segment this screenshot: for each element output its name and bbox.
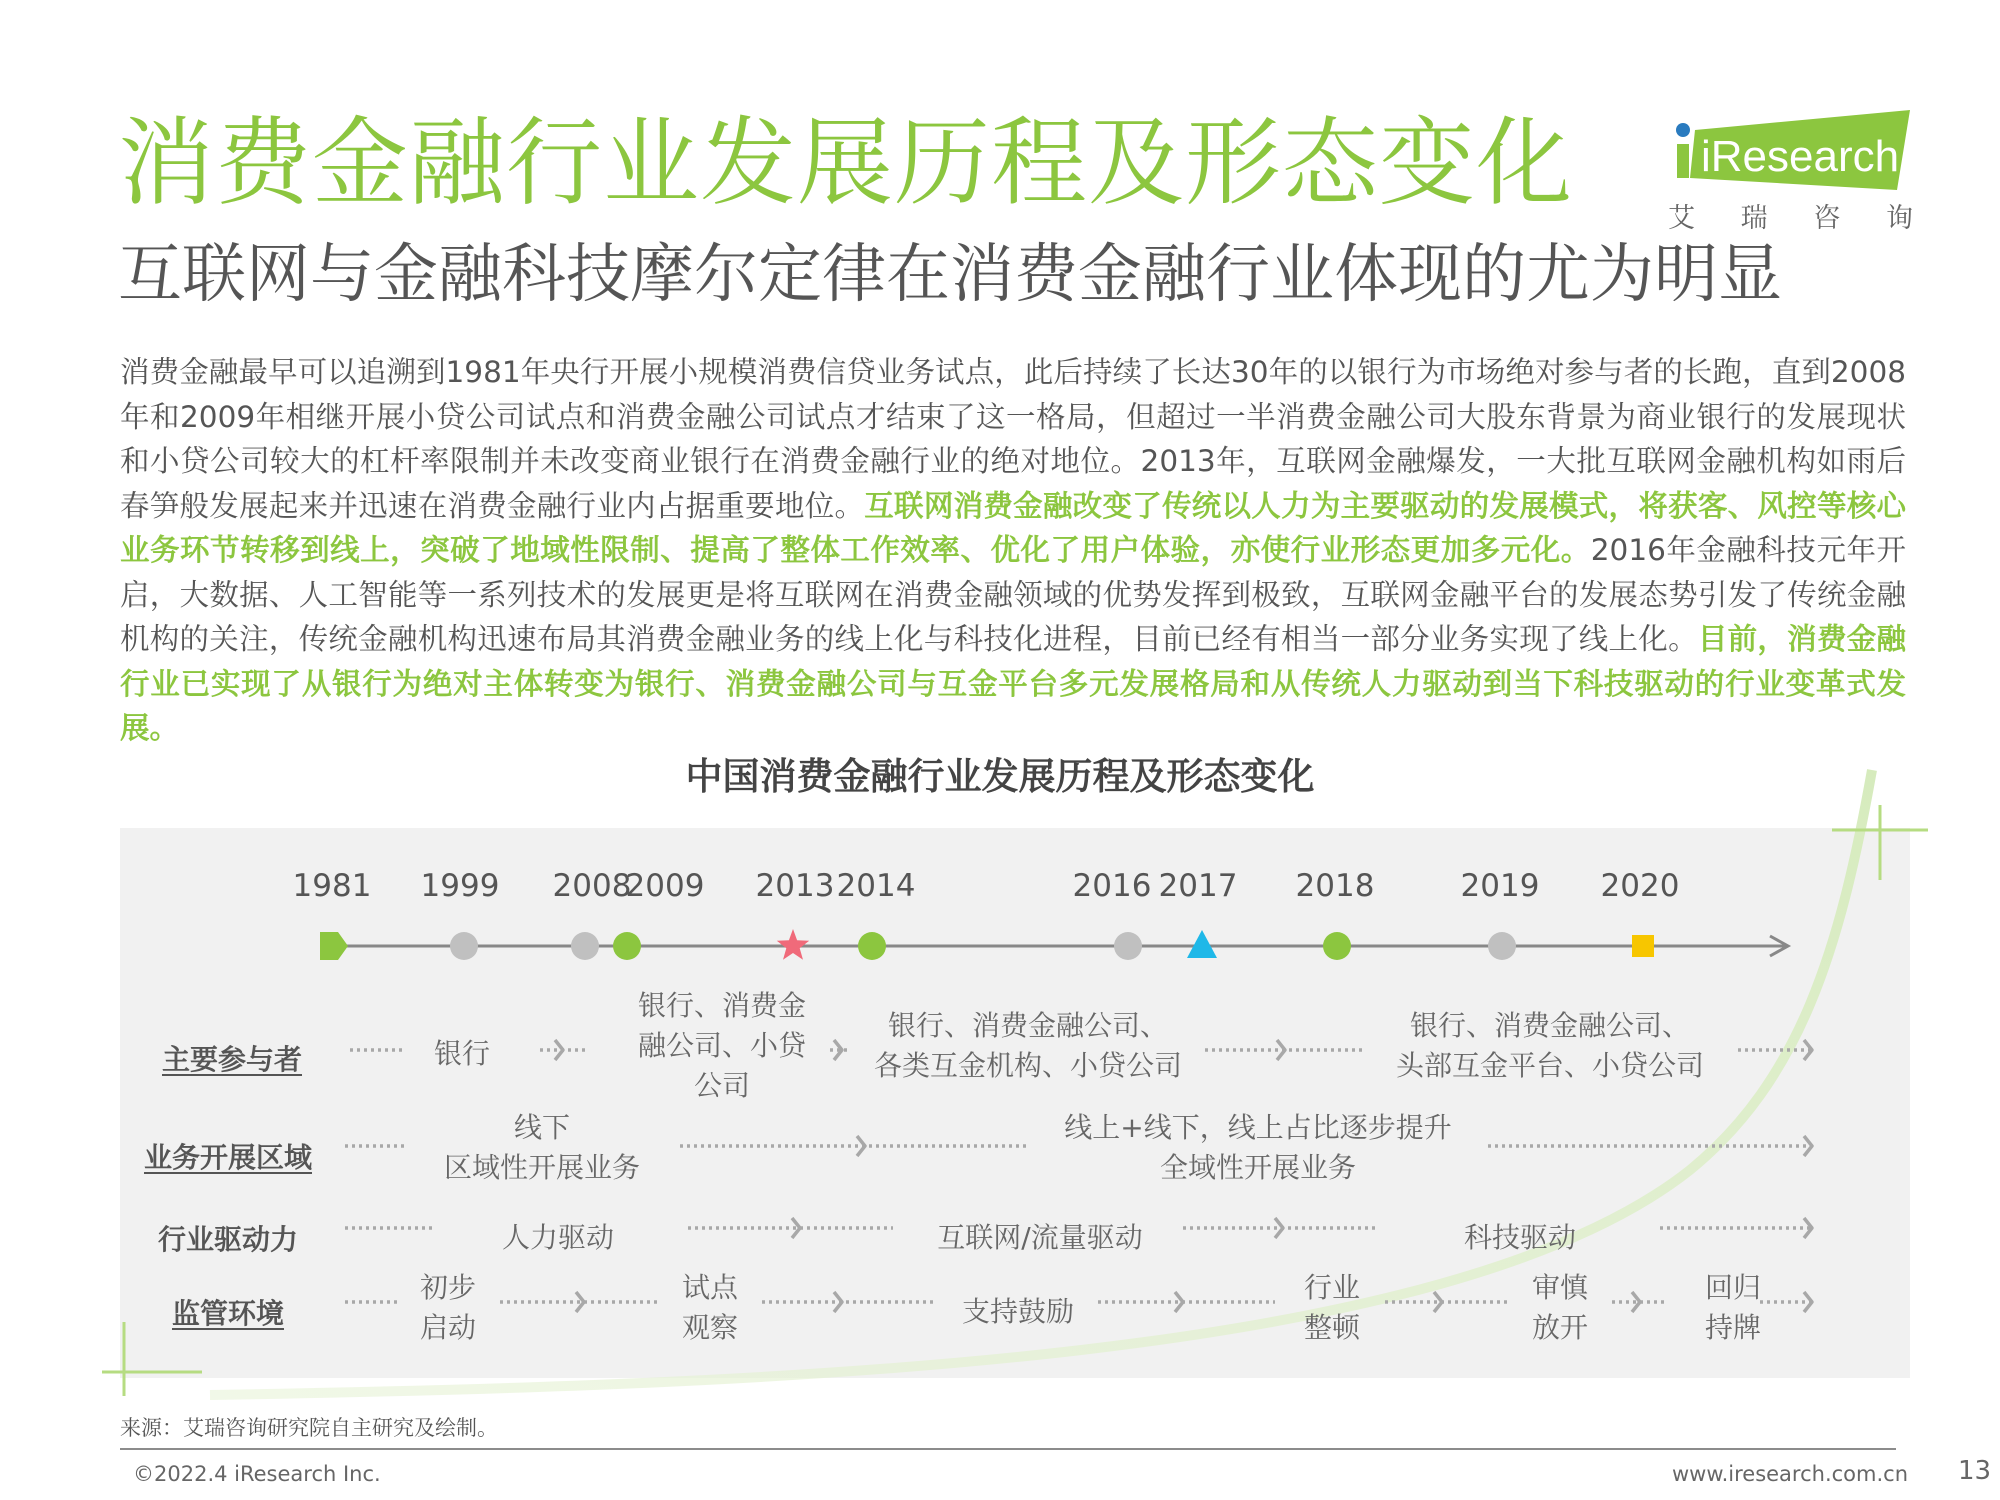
logo-char: 咨 [1813, 203, 1841, 234]
row-label-regulation: 监管环境 [171, 1297, 285, 1330]
driver-cell-1: 人力驱动 [501, 1221, 615, 1254]
flow-chevron-icon [1804, 1292, 1812, 1312]
marker-2009 [613, 932, 641, 960]
year-label: 2018 [1295, 868, 1375, 904]
region-cell-2 [1064, 1108, 1451, 1188]
cell-line: 初步 [419, 1271, 477, 1304]
marker-1981 [320, 932, 348, 960]
marker-2018 [1323, 932, 1351, 960]
chart-title: 中国消费金融行业发展历程及形态变化 [685, 755, 1315, 798]
regulation-cell-1 [420, 1268, 476, 1348]
driver-cell-2: 互联网/流量驱动 [937, 1221, 1143, 1254]
cell-line: 线上+线下，线上占比逐步提升 [1064, 1111, 1452, 1144]
logo-char: 艾 [1668, 203, 1695, 234]
regulation-cell-5 [1532, 1268, 1588, 1348]
cell-line: 融公司、小贷 [637, 1029, 807, 1062]
row-label-region: 业务开展区域 [143, 1141, 313, 1174]
logo-char: 瑞 [1740, 203, 1768, 234]
logo-text: iResearch [1701, 132, 1900, 181]
body-text-1: 消费金融最早可以追溯到1981年央行开展小规模消费信贷业务试点，此后持续了长达30年的以银行为市场绝对参与者的长跑，直到2008年和2009年相继开展小贷公司试点和消费金融公司试点才结束了这一格局，但超过一半消费金融公司大股东背景为商业银行的发展现状和小贷公司较大的杠杆率限制并未改变商业银行在消费金融行业的绝对地位。2013年，互联网金融爆发，一大批互联网金融机构如雨后春笋般发展起来并迅速在消费金融行业内占据重要地位。 [120, 355, 1906, 523]
cell-line: 线下 [513, 1111, 571, 1144]
year-label: 2016 [1072, 868, 1152, 904]
participants-cell-1: 银行 [433, 1037, 491, 1070]
cell-line: 区域性开展业务 [443, 1151, 641, 1184]
marker-2013-star [777, 929, 809, 960]
body-highlight-1: 互联网消费金融改变了传统以人力为主要驱动的发展模式，将获客、风控等核心业务环节转移到线上，突破了地域性限制、提高了整体工作效率、优化了用户体验，亦使行业形态更加多元化。 [120, 488, 1906, 567]
marker-2014 [858, 932, 886, 960]
cell-line: 持牌 [1704, 1311, 1762, 1344]
year-label: 1999 [420, 868, 500, 904]
participants-cell-2 [638, 986, 806, 1106]
footer-divider [120, 1448, 1896, 1450]
body-highlight-2: 目前，消费金融行业已实现了从银行为绝对主体转变为银行、消费金融公司与互金平台多元发展格局和从传统人力驱动到当下科技驱动的行业变革式发展。 [120, 622, 1906, 745]
website-link[interactable]: www.iresearch.com.cn [1672, 1462, 1909, 1486]
year-label: 2019 [1460, 868, 1540, 904]
cell-line: 各类互金机构、小贷公司 [873, 1049, 1183, 1082]
page-title: 消费金融行业发展历程及形态变化 [118, 107, 1573, 219]
cell-line: 全域性开展业务 [1159, 1151, 1356, 1184]
cell-line: 试点 [681, 1271, 739, 1304]
year-label: 2009 [625, 868, 705, 904]
cell-line: 头部互金平台、小贷公司 [1395, 1049, 1705, 1082]
participants-cell-4 [1396, 1006, 1704, 1086]
year-label: 1981 [292, 868, 372, 904]
body-text-2: 2016年金融科技元年开启，大数据、人工智能等一系列技术的发展更是将互联网在消费金融领域的优势发挥到极致，互联网金融平台的发展态势引发了传统金融机构的关注，传统金融机构迅速布局其消费金融业务的线上化与科技化进程，目前已经有相当一部分业务实现了线上化。 [120, 533, 1906, 656]
regulation-cell-2 [682, 1268, 738, 1348]
marker-2017-triangle [1187, 930, 1217, 958]
regulation-cell-6 [1705, 1268, 1761, 1348]
logo-char: 询 [1885, 203, 1913, 234]
marker-1999 [450, 932, 478, 960]
marker-2016 [1114, 932, 1142, 960]
source-note: 来源：艾瑞咨询研究院自主研究及绘制。 [120, 1416, 498, 1440]
cell-line: 整顿 [1303, 1311, 1361, 1344]
row-label-driver: 行业驱动力 [157, 1223, 299, 1256]
flow-chevron-icon [1277, 1040, 1285, 1060]
year-label: 2013 [755, 868, 835, 904]
cell-line: 启动 [419, 1311, 477, 1344]
cell-line: 银行、消费金融公司、 [1409, 1009, 1691, 1042]
region-cell-1 [444, 1108, 640, 1188]
cell-line: 行业 [1303, 1271, 1361, 1304]
marker-2019 [1488, 932, 1516, 960]
page-number: 13 [1958, 1456, 1992, 1486]
driver-cell-3: 科技驱动 [1463, 1221, 1577, 1254]
cell-line: 银行、消费金 [637, 989, 807, 1022]
row-label-participants: 主要参与者 [161, 1043, 303, 1076]
regulation-cell-4 [1304, 1268, 1360, 1348]
year-label: 2020 [1600, 868, 1680, 904]
cell-line: 银行、消费金融公司、 [887, 1009, 1169, 1042]
cell-line: 放开 [1531, 1311, 1589, 1344]
flow-chevron-icon [834, 1292, 842, 1312]
year-label: 2017 [1158, 868, 1238, 904]
marker-2008 [571, 932, 599, 960]
copyright: ©2022.4 iResearch Inc. [133, 1462, 381, 1486]
year-label: 2008 [552, 868, 632, 904]
participants-cell-3 [874, 1006, 1182, 1086]
year-label: 2014 [836, 868, 916, 904]
cell-line: 观察 [681, 1311, 739, 1344]
cell-line: 审慎 [1531, 1271, 1589, 1304]
marker-2020-square [1632, 935, 1654, 957]
cell-line: 公司 [693, 1069, 751, 1102]
regulation-cell-3: 支持鼓励 [961, 1295, 1075, 1328]
cell-line: 回归 [1704, 1271, 1762, 1304]
page-subtitle: 互联网与金融科技摩尔定律在消费金融行业体现的尤为明显 [118, 238, 1782, 312]
flow-chevron-icon [857, 1136, 865, 1156]
